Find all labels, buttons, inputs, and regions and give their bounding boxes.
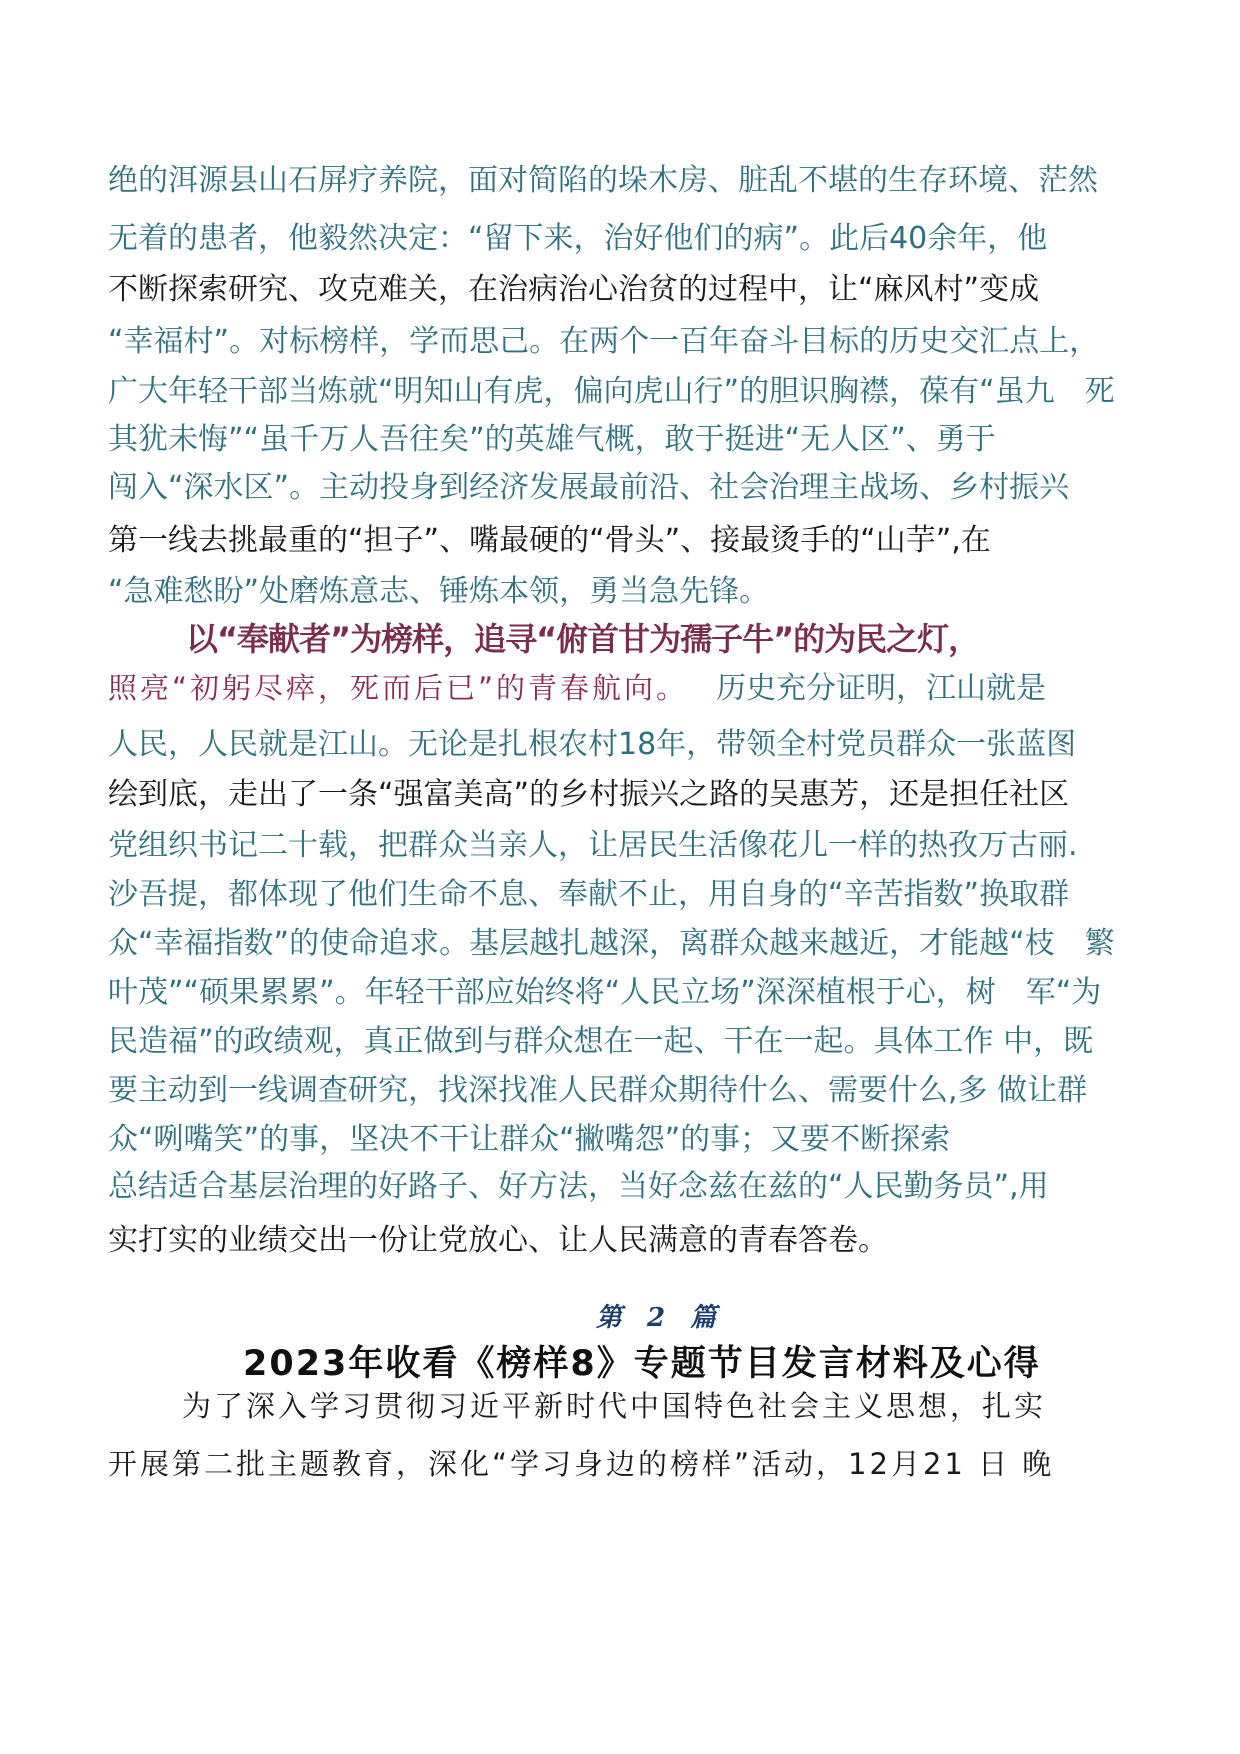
paragraph-line: “幸福村”。对标榜样，学而思己。在两个一百年奋斗目标的历史交汇点上， (108, 324, 1100, 359)
paragraph-line: 民造福”的政绩观，真正做到与群众想在一起、干在一起。具体工作 中，既 (108, 1024, 1094, 1059)
paragraph-line: 其犹未悔”“虽千万人吾往矣”的英雄气概，敢于挺进“无人区”、勇于 (108, 422, 996, 457)
paragraph-line: 沙吾提，都体现了他们生命不息、奉献不止，用自身的“辛苦指数”换取群 (108, 877, 1070, 912)
paragraph-line: 要主动到一线调查研究，找深找准人民群众期待什么、需要什么,多 做让群 (108, 1073, 1088, 1108)
paragraph-line: 绝的洱源县山石屏疗养院，面对简陷的垛木房、脏乱不堪的生存环境、茫然 (108, 163, 1098, 198)
paragraph-line: 闯入“深水区”。主动投身到经济发展最前沿、社会治理主战场、乡村振兴 (108, 470, 1070, 505)
paragraph-line: 广大年轻干部当炼就“明知山有虎，偏向虎山行”的胆识胸襟，葆有“虽九 死 (108, 374, 1115, 409)
chapter-label: 第 2 篇 (595, 1303, 725, 1333)
paragraph-line: 人民，人民就是江山。无论是扎根农村18年，带领全村党员群众一张蓝图 (108, 727, 1077, 762)
paragraph-line: 总结适合基层治理的好路子、好方法，当好念兹在兹的“人民勤务员”,用 (108, 1169, 1049, 1204)
section-heading: 以“奉献者”为榜样，追寻“俯首甘为孺子牛”的为民之灯， (186, 620, 980, 658)
paragraph-line: “急难愁盼”处磨炼意志、锤炼本领，勇当急先锋。 (108, 574, 770, 609)
paragraph-line: 为了深入学习贯彻习近平新时代中国特色社会主义思想，扎实 (182, 1389, 1047, 1423)
paragraph-line: 开展第二批主题教育，深化“学习身边的榜样”活动，12月21 日 晚 (108, 1447, 1055, 1481)
paragraph-line: 第一线去挑最重的“担子”、嘴最硬的“骨头”、接最烫手的“山芋”,在 (108, 523, 991, 558)
section-heading-continuation (108, 668, 1046, 709)
paragraph-line: 不断探索研究、攻克难关，在治病治心治贫的过程中，让“麻风村”变成 (108, 272, 1040, 307)
paragraph-line: 众“幸福指数”的使命追求。基层越扎越深，离群众越来越近，才能越“枝 繁 (108, 926, 1115, 961)
paragraph-line: 众“咧嘴笑”的事，坚决不干让群众“撇嘴怨”的事；又要不断探索 (108, 1122, 951, 1157)
paragraph-line: 叶茂”“硕果累累”。年轻干部应始终将“人民立场”深深植根于心，树 军“为 (108, 975, 1102, 1010)
paragraph-line: 党组织书记二十载，把群众当亲人，让居民生活像花儿一样的热孜万古丽. (108, 828, 1078, 863)
paragraph-line: 实打实的业绩交出一份让党放心、让人民满意的青春答卷。 (108, 1223, 888, 1258)
document-title: 2023年收看《榜样8》专题节目发言材料及心得 (243, 1344, 1041, 1384)
section-heading-red-text: 照亮“初躬尽瘁，死而后已”的青春航向。 (108, 671, 689, 705)
paragraph-line: 无着的患者，他毅然决定：“留下来，治好他们的病”。此后40余年，他 (108, 221, 1048, 256)
paragraph-start-text: 历史充分证明，江山就是 (716, 671, 1047, 706)
paragraph-line: 绘到底，走出了一条“强富美高”的乡村振兴之路的吴惠芳，还是担任社区 (108, 777, 1070, 812)
